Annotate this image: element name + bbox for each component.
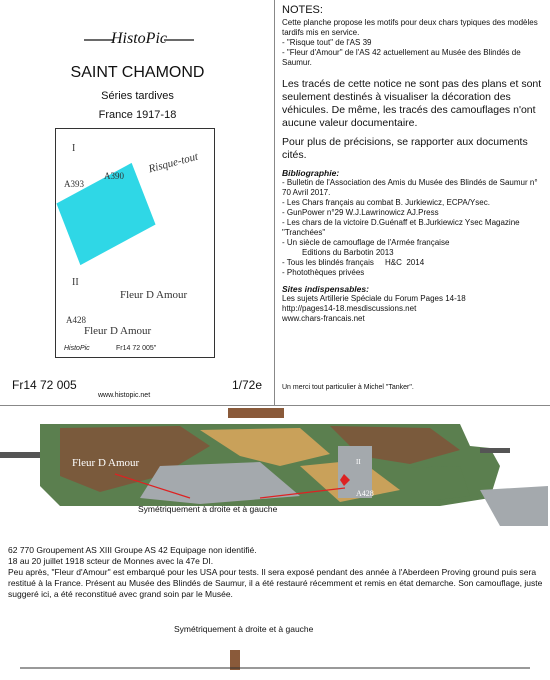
desc-line: 62 770 Groupement AS XIII Groupe AS 42 Equipage non identifié.: [8, 545, 257, 555]
desc-line: Peu après, "Fleur d'Amour" est embarqué pour les USA pour tests. Il sera exposé pendant des année à l'Aberdeen Proving ground puis sera restitué à la France. Présent au Musée des Blindés de Saumur, il a été restauré récemment et remis en état demarche. Son camouflage, juste suggeré ici, a été reconstitué avec grand soin par le Musée.: [8, 567, 543, 599]
bib-item: Editions du Barbotin 2013: [282, 248, 394, 257]
front-gun: [0, 452, 40, 458]
tank-description: [8, 545, 548, 600]
desc-line: 18 au 20 juillet 1918 scteur de Monnes avec la 47e DI.: [8, 556, 214, 566]
sites-title: Sites indispensables:: [282, 284, 369, 294]
marking-fleur-damour-2: Fleur D Amour: [84, 325, 152, 337]
notes-item-2: - "Fleur d'Amour" de l'AS 42 actuellement au Musée des Blindés de Saumur.: [282, 48, 521, 67]
caption-symmetry-2: Symétriquement à droite et à gauche: [174, 624, 314, 634]
tank-number-label: A428: [356, 489, 374, 498]
marking-roman-i: I: [72, 143, 76, 154]
rear-detail: [480, 486, 548, 526]
bib-item: - Photothèques privées: [282, 268, 365, 277]
notes-column: [276, 0, 550, 405]
notes-intro: Cette planche propose les motifs pour deux chars typiques des modèles tardifs mis en service.: [282, 18, 538, 37]
subtitle: Séries tardives: [101, 90, 174, 102]
left-column: [0, 0, 275, 405]
subtitle-date: France 1917-18: [98, 109, 177, 121]
tank-roof-box: [228, 408, 284, 418]
bib-item: - Un siècle de camouflage de l'Armée française: [282, 238, 450, 247]
notes-paragraph-1: Les tracés de cette notice ne sont pas des plans et sont seulement destinés à visualiser la décoration des véhicules. De même, les tracés des camouflages n'ont aucune valeur documentaire.: [282, 78, 542, 129]
notes-item-1: - "Risque tout" de l'AS 39: [282, 38, 372, 47]
histopic-logo: [84, 24, 194, 50]
site-item: http://pages14-18.mesdiscussions.net: [282, 304, 417, 313]
thanks-note: Un merci tout particulier à Michel "Tanker".: [282, 384, 414, 391]
bib-item: - Les Chars français au combat B. Jurkiewicz, ECPA/Ysec.: [282, 198, 490, 207]
sheet-footer-logo: HistoPic: [64, 345, 90, 352]
reference-code: Fr14 72 005: [12, 378, 77, 392]
bib-item: - Les chars de la victoire D.Guénaff et B.Jurkiewicz Ysec Magazine "Tranchées": [282, 218, 520, 237]
site-item: www.chars-francais.net: [282, 314, 365, 323]
notes-title: NOTES:: [282, 4, 323, 16]
tank2-detail: [230, 650, 240, 670]
tank-top-view: [0, 628, 550, 680]
caption-symmetry-1: Symétriquement à droite et à gauche: [138, 504, 278, 514]
tank-roman-label: II: [356, 458, 361, 466]
scale-label: 1/72e: [232, 378, 263, 392]
website-url: www.histopic.net: [98, 392, 151, 399]
sheet-footer-ref: Fr14 72 005": [116, 345, 157, 352]
tank-name-label: Fleur D Amour: [72, 457, 140, 469]
svg-text:HistoPic: HistoPic: [111, 30, 167, 47]
bib-item: - GunPower n°29 W.J.Lawrinowicz AJ.Press: [282, 208, 439, 217]
bibliography-title: Bibliographie:: [282, 168, 340, 178]
marking-fleur-damour-1: Fleur D Amour: [120, 289, 188, 301]
rear-gun: [480, 448, 510, 453]
marking-risque-tout: Risque-tout: [147, 150, 200, 176]
marking-a390: A390: [104, 171, 124, 181]
bib-item: - Bulletin de l'Association des Amis du Musée des Blindés de Saumur n° 70 Avril 2017.: [282, 178, 538, 197]
bib-item: - Tous les blindés français H&C 2014: [282, 258, 425, 267]
notes-paragraph-2: Pour plus de précisions, se rapporter aux documents cités.: [282, 136, 528, 161]
page-title: SAINT CHAMOND: [70, 64, 205, 81]
marking-roman-ii: II: [72, 277, 79, 288]
decal-sheet: [55, 128, 215, 358]
site-item: Les sujets Artillerie Spéciale du Forum Pages 14-18: [282, 294, 466, 303]
marking-a428: A428: [66, 315, 86, 325]
marking-a393: A393: [64, 179, 84, 189]
